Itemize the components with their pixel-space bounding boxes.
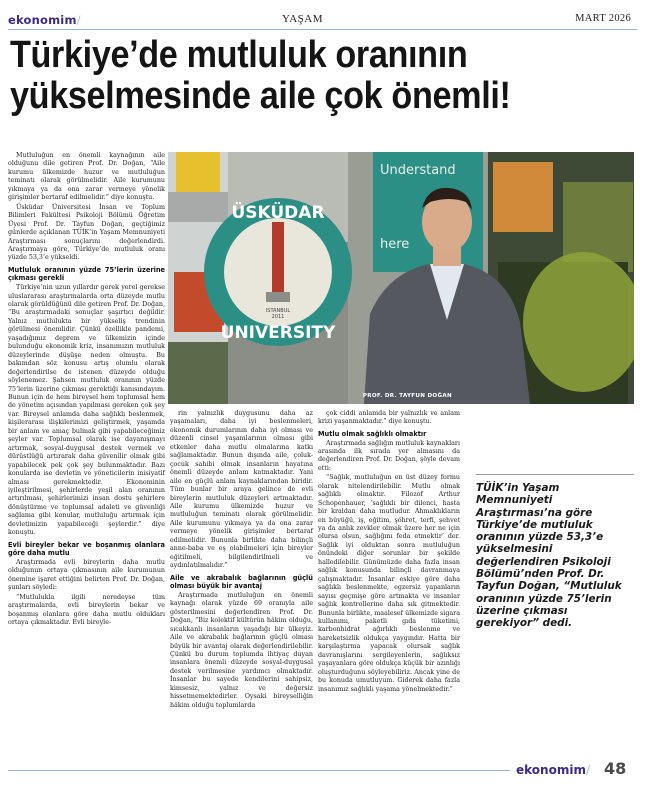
article-column-1 — [8, 152, 165, 628]
footer-brand-logo: ekonomim/ — [516, 763, 590, 777]
pull-quote: TÜİK’in Yaşam Memnuniyeti Araştırması’na göre Türkiye’de mutluluk oranının yüzde 53,3’e yükselmesini değerlendiren Psikoloji Bölümü’nden Prof. Dr. Tayfun Doğan, “Mutluluk oranının yüzde 75’lerin üzerine çıkması gerekiyor” dedi. — [476, 482, 622, 630]
photo-university-bottom: UNIVERSITY — [220, 323, 336, 343]
header-brand-logo: ekonomim/ — [8, 13, 81, 27]
header-divider — [8, 29, 637, 30]
issue-date: MART 2026 — [575, 13, 631, 24]
photo-seal-city: ISTANBUL — [265, 308, 291, 314]
section-label: YAŞAM — [282, 13, 324, 25]
photo-illustration — [168, 152, 634, 404]
article-column-2 — [170, 410, 313, 711]
paragraph: Üsküdar Üniversitesi İnsan ve Toplum Bilimleri Fakültesi Psikoloji Bölümü Öğretim Üyesi Prof. Dr. Tayfun Doğan, geçtiğimiz günlerde açıklanan TÜİK’in Yaşam Memnuniyeti Araştırması sonuçlarını değerlendirdi. Araştırmaya göre, Türkiye’de mutluluk oranı yüzde 53,3’e yükseldi. — [8, 203, 165, 262]
paragraph: Araştırmada mutluluğun en önemli kaynağı olarak yüzde 69 oranıyla aile gösterilmesini değerlendiren Prof. Dr. Doğan, “Biz kolektif kültürün hâkim olduğu, sıcakkanlı insanların yaşadığı bir ülkeyiz. Aile ve akrabalık bağlarının güçlü olması büyük bir avantaj olarak değerlendirilebilir. Çünkü bu durum toplumda ihtiyaç duyan insanlara önemli düzeyde sosyal-duygusal destek verilmesine yardımcı olmaktadır. İnsanlar bu sayede kendilerini sahipsiz, kimsesiz, yalnız ve değersiz hissetmemektedirler. Oysaki bireyselliğin hâkim olduğu toplumlarda — [170, 591, 313, 709]
subheading: Mutluluk oranının yüzde 75’lerin üzerine çıkması gerekli — [8, 265, 165, 283]
headline-line-2: yükselmesinde aile çok önemli! — [10, 75, 511, 117]
article-column-3 — [318, 410, 460, 695]
paragraph: Araştırmada evli bireylerin daha mutlu olduğunun ortaya çıkmasının aile kurumunun önemine işaret ettiğini belirten Prof. Dr. Doğan, şunları söyledi: — [8, 558, 165, 592]
headline-line-1: Türkiye’de mutluluk oranının — [10, 34, 468, 76]
paragraph: rin yalnızlık duygusunu daha az yaşamaları, daha iyi beslenmeleri, ekonomik durumlarının daha iyi olması ve düzenli cinsel yaşamlarının olması gibi etkenler daha mutlu olmalarına katkı sağlamaktadır. Bunun dışında aile, çoluk-çocuk sahibi olmak insanların hayatına önemli düzeyde anlam katmaktadır. Yani aile en güçlü anlam kaynaklarından biridir. Tüm bunlar bir araya gelince de evli bireylerin mutluluk düzeyleri artmaktadır. Aile kurumu ülkemizde huzur ve mutluluğun teminatı olarak görülmelidir. Aile kurumunu yıkmaya ya da ona zarar vermeye yönelik girişimler bertaraf edilmelidir. Bununla birlikte daha bilinçli anne-baba ve eş olabilmeleri için bireyler eğitilmeli, bilgilendirilmeli ve aydınlatılmalıdır.” — [170, 410, 313, 570]
pull-quote-rule — [476, 474, 634, 475]
paragraph: Türkiye’nin uzun yıllardır gerek yerel gerekse uluslararası araştırmalarda orta düzeyde mutlu olarak görüldüğünü dile getiren Prof. Dr. Doğan, “Bu araştırmadaki sonuçlar şaşırtıcı değildir. Yalnız mutlulukta bir yükseliş trendinin görülmesi önemlidir. Çünkü özellikle pandemi, yaşadığımız deprem ve ülkemizin içinde bulunduğu ekonomik kriz, insanımızın mutluluk düzeylerinde düşüşe neden olmuştu. Bu bakımdan söz konusu artış olumlu olarak değerlendirilse de istenen düzeyde olduğu söylenemez. Şahsen mutluluk oranının yüzde 75’lerin üzerine çıkması gerektiği kanısındayım. Bunun için de hem bireysel hem toplumsal hem de yönetim açısından yapılması gereken çok şey var. Bireysel anlamda daha sağlıklı beslenmek, kişilerarası ilişkilerimizi geliştirmek, yaşamda bir anlam ve amaç bulmak gibi yapabileceğimiz şeyler var. Toplumsal olarak ise dayanışmayı artırmak, sosyal-duygusal destek vermek ve dürüstlüğü artırarak daha güvenilir olmak gibi yapabilecek pek çok şey bulunmaktadır. Bazı konularda ise devletin ve yöneticilerin inisiyatif alması gerekmektedir. Ekonominin iyileştirilmesi, şehirlerde yeşil alan oranının artırılması, şehirlerimizi insan dostu şehirlere dönüştürme ve toplumsal adaleti ve güvenliği sağlama gibi konular, mutluluğu artırmak için devletimizin yapabileceği şeylerdir.” diye konuştu. — [8, 284, 165, 537]
subheading: Mutlu olmak sağlıklı olmaktır — [318, 429, 427, 438]
paragraph: çok ciddi anlamda bir yalnızlık ve anlam krizi yaşanmaktadır.” diye konuştu. — [318, 410, 460, 426]
photo-university-top: ÜSKÜDAR — [231, 203, 325, 223]
photo-sign-mid: here — [380, 237, 410, 252]
photo-seal-year: 2011 — [271, 314, 285, 320]
paragraph: “Sağlık, mutluluğun en üst düzey formu olarak nitelendirilebilir. Mutlu olmak sağlıklı olmaktır. Filozof Arthur Schopenhauer, ‘sağlıklı bir dilenci, hasta bir kraldan daha mutludur. Ahmaklıkların en büyüğü, iş, eğitim, şöhret, terfi, şehvet ya da anlık zevkler olmak üzere her ne için olursa olsun, sağlığını feda etmektir’ der. Sağlık iyi olduktan sonra mutluluğun önündeki diğer sorunlar bir şekilde halledilebilir. Günümüzde daha fazla insan sağlık konusunda bilinçli davranmaya çalışmaktadır. İnsanlar eskiye göre daha sağlıklı beslenmekte, egzersiz yapanların sayısı geçmişe göre artmakta ve insanlar sağlık kontrollerine daha sık gitmektedir. Bununla birlikte, maalesef ülkemizde sigara kullanımı, paketli gıda tüketimi, karbonhidrat ağırlıklı beslenme ve hareketsizlik oldukça yaygındır. Hatta bir karşılaştırma yapacak olursak sağlık davranışlarını sergileyenlerin, sağlıksız yaşayanlara göre oldukça küçük bir azınlığı oluşturduğunu söyleyebiliriz. Ancak yine de bu konuda umutluyum. Giderek daha fazla insanımız sağlıklı yaşama yönelmektedir.” — [318, 474, 460, 693]
paragraph: Araştırmada sağlığın mutluluk kaynakları arasında ilk sırada yer almasını da değerlendiren Prof. Dr. Doğan, şöyle devam etti: — [318, 439, 460, 472]
article-headline — [10, 35, 575, 117]
photo-caption: PROF. DR. TAYFUN DOĞAN — [362, 393, 452, 399]
page-number: 48 — [604, 759, 627, 778]
footer-divider — [8, 770, 510, 771]
subheading: Aile ve akrabalık bağlarının güçlü olması büyük bir avantaj — [170, 573, 313, 591]
photo-sign-top: Understand — [380, 163, 456, 178]
paragraph: Mutluluğun en önemli kaynağının aile olduğunu dile getiren Prof. Dr. Doğan, “Aile kurumu ülkemizde huzur ve mutluluğun teminatı olarak görülmelidir. Aile kurumunu yıkmaya ya da ona zarar vermeye yönelik girişimler bertaraf edilmelidir.” diye konuştu. — [8, 152, 165, 202]
portrait-photo — [168, 152, 634, 404]
subheading: Evli bireyler bekar ve boşanmış olanlara göre daha mutlu — [8, 540, 165, 558]
paragraph: “Mutlulukla ilgili neredeyse tüm araştırmalarda, evli bireylerin bekar ve boşanmış olanlara göre daha mutlu oldukları ortaya çıkmaktadır. Evli bireyle- — [8, 593, 165, 627]
